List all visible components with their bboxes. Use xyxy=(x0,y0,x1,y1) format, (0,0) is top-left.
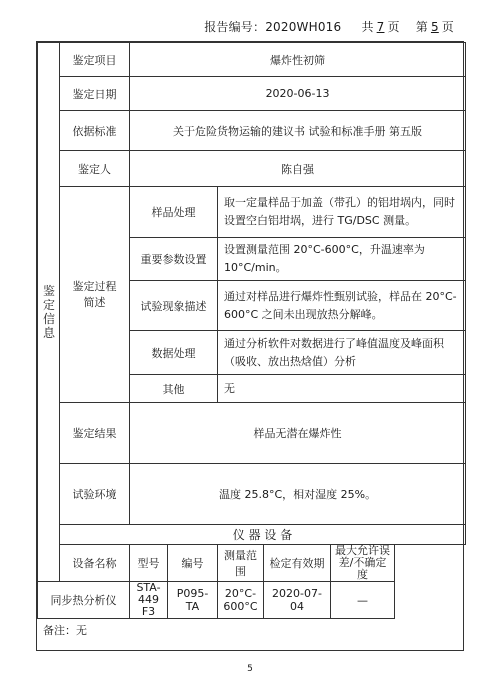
equipment-title: 仪 器 设 备 xyxy=(60,525,466,545)
appraiser-value: 陈自强 xyxy=(130,151,466,187)
total-pages: 7 xyxy=(376,20,385,34)
equipment-model: STA-449 F3 xyxy=(130,582,168,619)
equipment-header-name: 设备名称 xyxy=(60,545,130,582)
row-equipment-title xyxy=(38,525,466,545)
result-label: 鉴定结果 xyxy=(60,403,130,464)
row-date xyxy=(38,77,466,111)
item-value: 爆炸性初筛 xyxy=(130,43,466,77)
total-pages-prefix: 共 xyxy=(361,20,374,34)
row-item xyxy=(38,43,466,77)
date-label: 鉴定日期 xyxy=(60,77,130,111)
current-page: 5 xyxy=(430,20,439,34)
other-label: 其他 xyxy=(130,375,218,403)
process-label-line-1: 鉴定过程 xyxy=(72,279,117,293)
process-label-cell xyxy=(60,187,130,403)
key-params-label: 重要参数设置 xyxy=(130,238,218,281)
equipment-name: 同步热分析仪 xyxy=(38,582,130,619)
row-result xyxy=(38,403,466,464)
equipment-header-validity: 检定有效期 xyxy=(264,545,331,582)
sample-handling-label: 样品处理 xyxy=(130,187,218,238)
other-value: 无 xyxy=(218,375,466,403)
current-page-prefix: 第 xyxy=(415,20,428,34)
section-label-cell xyxy=(38,43,60,582)
process-label-line-2: 简述 xyxy=(83,295,106,309)
environment-label: 试验环境 xyxy=(60,464,130,525)
report-number: 2020WH016 xyxy=(265,20,342,34)
row-process-sample xyxy=(38,187,466,238)
equipment-tolerance: — xyxy=(331,582,395,619)
standard-value: 关于危险货物运输的建议书 试验和标准手册 第五版 xyxy=(130,111,466,151)
report-number-label: 报告编号： xyxy=(204,20,266,34)
equipment-header-number: 编号 xyxy=(168,545,218,582)
result-value: 样品无潜在爆炸性 xyxy=(130,403,466,464)
environment-value: 温度 25.8°C，相对湿度 25%。 xyxy=(130,464,466,525)
standard-label: 依据标准 xyxy=(60,111,130,151)
row-environment xyxy=(38,464,466,525)
key-params-value: 设置测量范围 20°C-600°C，升温速率为 10°C/min。 xyxy=(218,238,466,281)
appraisal-form xyxy=(36,41,464,651)
equipment-validity: 2020-07-04 xyxy=(264,582,331,619)
equipment-header-model: 型号 xyxy=(130,545,168,582)
report-header xyxy=(204,18,454,35)
equipment-header-range: 测量范围 xyxy=(218,545,264,582)
item-label: 鉴定项目 xyxy=(60,43,130,77)
appraisal-table xyxy=(37,42,466,619)
equipment-number: P095-TA xyxy=(168,582,218,619)
equipment-row xyxy=(38,582,466,619)
current-page-suffix: 页 xyxy=(441,20,454,34)
data-processing-label: 数据处理 xyxy=(130,331,218,375)
row-standard xyxy=(38,111,466,151)
phenomena-value: 通过对样品进行爆炸性甄别试验，样品在 20°C-600°C 之间未出现放热分解峰。 xyxy=(218,281,466,331)
section-label: 鉴定信息 xyxy=(42,284,55,340)
date-value: 2020-06-13 xyxy=(130,77,466,111)
page-number: 5 xyxy=(247,664,253,674)
equipment-range: 20°C-600°C xyxy=(218,582,264,619)
row-appraiser xyxy=(38,151,466,187)
equipment-header-row xyxy=(38,545,466,582)
data-processing-value: 通过分析软件对数据进行了峰值温度及峰面积（吸收、放出热焓值）分析 xyxy=(218,331,466,375)
sample-handling-value: 取一定量样品于加盖（带孔）的铝坩埚内，同时设置空白铝坩埚，进行 TG/DSC 测量。 xyxy=(218,187,466,238)
equipment-header-tolerance: 最大允许误差/不确定度 xyxy=(331,545,395,582)
total-pages-suffix: 页 xyxy=(387,20,400,34)
appraiser-label: 鉴定人 xyxy=(60,151,130,187)
remark: 备注：无 xyxy=(43,624,87,637)
phenomena-label: 试验现象描述 xyxy=(130,281,218,331)
